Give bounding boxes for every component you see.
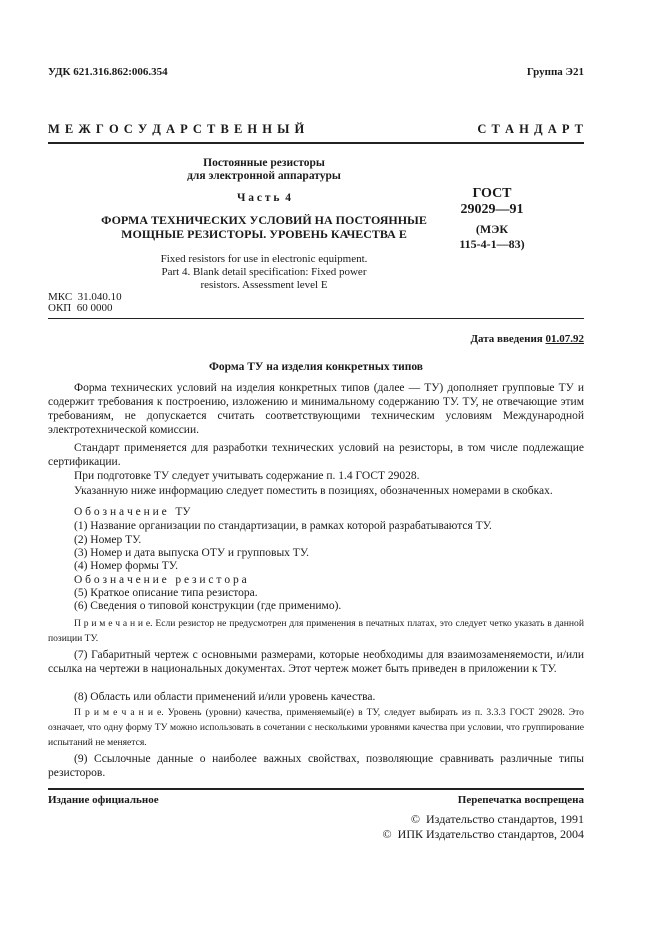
list-item-3: (3) Номер и дата выпуска ОТУ и групповых ТУ.	[74, 547, 309, 559]
title-line2: для электронной аппаратуры	[187, 170, 341, 182]
title-en-3: resistors. Assessment level E	[200, 279, 328, 291]
footer-rule	[48, 788, 584, 790]
note-2-text: Уровень (уровни) качества, применяемый(е) в ТУ, следует выбирать из п. 3.3.3 ГОСТ 29028. Это означает, что одну форму ТУ можно использовать в сочетании с несколькими уровнями качества при условии, что группирование испытаний не меняется.	[48, 707, 584, 748]
date-value: 01.07.92	[545, 333, 584, 345]
paragraph-1: Форма технических условий на изделия конкретных типов (далее — ТУ) дополняет групповые ТУ и содержит требования к построению, изложению и минимальному содержанию ТУ. ТУ, не отвечающие этим требованиям, не допускается считать соответствующими техническим условиям Международной электротехнической комиссии.	[48, 382, 584, 436]
iec-line2: 115-4-1—83)	[459, 237, 525, 251]
title-en-2: Part 4. Blank detail specification: Fixed power	[161, 266, 367, 278]
udk-code: УДК 621.316.862:006.354	[48, 66, 168, 78]
list-item-1: (1) Название организации по стандартизации, в рамках которой разрабатываются ТУ.	[74, 520, 492, 532]
mks-code: МКС 31.040.10	[48, 291, 122, 303]
note-2-label: П р и м е ч а н и е.	[74, 707, 164, 718]
intro-date	[470, 333, 584, 345]
codes-rule	[48, 318, 584, 319]
banner-rule	[48, 142, 584, 144]
paragraph-2: Стандарт применяется для разработки технических условий на резисторы, в том числе подлежащие сертификации.	[48, 442, 584, 468]
banner-right: С Т А Н Д А Р Т	[477, 122, 584, 136]
list-item-9: (9) Ссылочные данные о наиболее важных свойствах, позволяющие сравнивать различные типы резисторов.	[48, 753, 584, 779]
list-item-7: (7) Габаритный чертеж с основными размерами, которые необходимы для взаимозаменяемости, и/или ссылка на чертежи в национальных документах. Этот чертеж может быть приведен в приложении к ТУ.	[48, 649, 584, 675]
paragraph-4: Указанную ниже информацию следует поместить в позициях, обозначенных номерами в скобках.	[74, 485, 553, 497]
gost-label: ГОСТ	[472, 186, 512, 201]
copyright-2004: © ИПК Издательство стандартов, 2004	[382, 827, 584, 841]
section-resistor-designation: О б о з н а ч е н и е р е з и с т о р а	[74, 574, 247, 586]
title-en-1: Fixed resistors for use in electronic equipment.	[160, 253, 368, 265]
iec-line1: (МЭК	[475, 222, 509, 236]
date-label: Дата введения	[470, 333, 543, 345]
list-item-4: (4) Номер формы ТУ.	[74, 560, 178, 572]
title-main-1: ФОРМА ТЕХНИЧЕСКИХ УСЛОВИЙ НА ПОСТОЯННЫЕ	[101, 213, 427, 227]
title-part: Ч а с т ь 4	[236, 192, 292, 204]
copyright-1991: © Издательство стандартов, 1991	[410, 812, 584, 826]
list-item-5: (5) Краткое описание типа резистора.	[74, 587, 258, 599]
title-line1: Постоянные резисторы	[203, 157, 325, 169]
note-1-text: Если резистор не предусмотрен для применения в печатных платах, это следует четко указать в данной позиции ТУ.	[48, 618, 584, 644]
list-item-6: (6) Сведения о типовой конструкции (где применимо).	[74, 600, 342, 612]
paragraph-3: При подготовке ТУ следует учитывать содержание п. 1.4 ГОСТ 29028.	[74, 470, 420, 482]
okp-code: ОКП 60 0000	[48, 302, 113, 314]
gost-number: 29029—91	[460, 202, 524, 217]
official-edition: Издание официальное	[48, 794, 159, 806]
title-main-2: МОЩНЫЕ РЕЗИСТОРЫ. УРОВЕНЬ КАЧЕСТВА Е	[121, 227, 407, 241]
banner-left: М Е Ж Г О С У Д А Р С Т В Е Н Н Ы Й	[48, 122, 306, 136]
group-code: Группа Э21	[526, 66, 584, 78]
note-2	[48, 705, 584, 750]
note-1	[48, 616, 584, 646]
note-1-label: П р и м е ч а н и е.	[74, 618, 153, 629]
list-item-2: (2) Номер ТУ.	[74, 534, 142, 546]
section-tu-designation: О б о з н а ч е н и е ТУ	[74, 506, 191, 518]
reprint-notice: Перепечатка воспрещена	[457, 794, 584, 806]
form-heading: Форма ТУ на изделия конкретных типов	[208, 361, 424, 373]
list-item-8: (8) Область или области применений и/или уровень качества.	[74, 691, 376, 703]
